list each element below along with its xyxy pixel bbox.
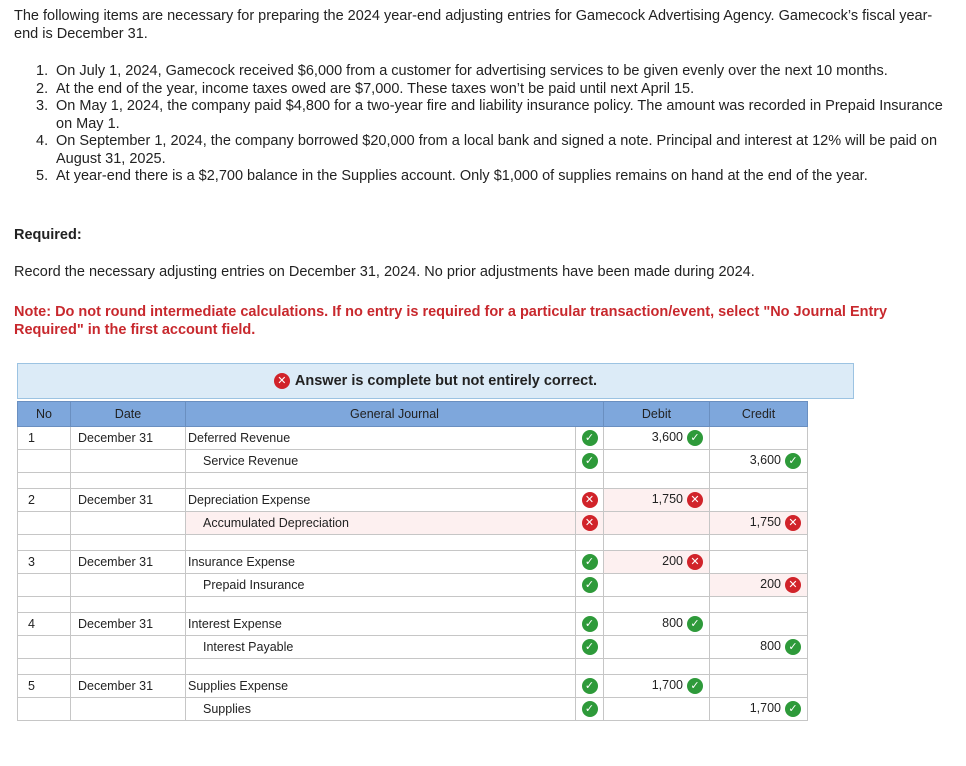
transaction-item — [36, 63, 956, 81]
incorrect-icon: ✕ — [687, 554, 703, 570]
debit-account-field[interactable]: Supplies Expense — [186, 675, 576, 698]
blank-cell[interactable] — [186, 473, 576, 489]
journal-row-debit — [18, 427, 808, 450]
debit-amount: 1,750 — [651, 492, 683, 507]
check-icon: ✓ — [582, 430, 598, 446]
entry-number: 4 — [18, 613, 71, 636]
account-status — [576, 698, 604, 721]
col-credit: Credit — [710, 402, 808, 427]
blank-cell — [576, 597, 604, 613]
incorrect-icon: ✕ — [582, 515, 598, 531]
entry-number — [18, 574, 71, 597]
entry-date — [71, 574, 186, 597]
blank-cell — [71, 597, 186, 613]
debit-account-field[interactable]: Depreciation Expense — [186, 489, 576, 512]
debit-amount-field[interactable] — [604, 698, 710, 721]
credit-amount: 3,600 — [749, 453, 781, 468]
general-journal-table — [17, 401, 808, 721]
credit-amount: 200 — [760, 577, 781, 592]
entry-number: 1 — [18, 427, 71, 450]
entry-number — [18, 636, 71, 659]
blank-cell — [18, 535, 71, 551]
check-icon: ✓ — [687, 616, 703, 632]
check-icon: ✓ — [785, 639, 801, 655]
blank-cell — [18, 659, 71, 675]
check-icon: ✓ — [582, 577, 598, 593]
entry-date[interactable]: December 31 — [71, 551, 186, 574]
credit-amount-field[interactable] — [710, 574, 808, 597]
entry-number — [18, 698, 71, 721]
blank-cell — [18, 597, 71, 613]
transaction-item — [36, 81, 956, 99]
credit-amount-field[interactable] — [710, 698, 808, 721]
item-text: On September 1, 2024, the company borrowed $20,000 from a local bank and signed a note. Principal and interest at 12% will be paid on August 31, 2025. — [56, 133, 938, 167]
account-status — [576, 613, 604, 636]
item-number: 2. — [36, 80, 49, 97]
entry-date — [71, 512, 186, 535]
incorrect-icon: ✕ — [785, 515, 801, 531]
debit-account-field[interactable]: Deferred Revenue — [186, 427, 576, 450]
credit-amount-field[interactable] — [710, 512, 808, 535]
blank-cell — [71, 659, 186, 675]
credit-account-field[interactable]: Accumulated Depreciation — [186, 512, 576, 535]
credit-account-field[interactable]: Interest Payable — [186, 636, 576, 659]
check-icon: ✓ — [687, 430, 703, 446]
entry-date — [71, 636, 186, 659]
entry-date — [71, 698, 186, 721]
entry-number: 5 — [18, 675, 71, 698]
account-status — [576, 551, 604, 574]
entry-number: 2 — [18, 489, 71, 512]
debit-account-field[interactable]: Interest Expense — [186, 613, 576, 636]
blank-cell[interactable] — [710, 535, 808, 551]
debit-amount-field[interactable] — [604, 636, 710, 659]
item-number: 1. — [36, 63, 49, 79]
credit-account-field[interactable]: Prepaid Insurance — [186, 574, 576, 597]
col-journal: General Journal — [186, 402, 604, 427]
check-icon: ✓ — [582, 554, 598, 570]
debit-amount-field[interactable] — [604, 450, 710, 473]
credit-amount-field[interactable] — [710, 427, 808, 450]
journal-row-debit — [18, 675, 808, 698]
required-text: Record the necessary adjusting entries on December 31, 2024. No prior adjustments have been made during 2024. — [14, 264, 755, 280]
note-text: Note: Do not round intermediate calculations. If no entry is required for a particular transaction/event, select "No Journal Entry Required" in the first account field. — [14, 304, 888, 338]
check-icon: ✓ — [582, 639, 598, 655]
item-text: At the end of the year, income taxes owed are $7,000. These taxes won’t be paid until next April 15. — [56, 80, 695, 97]
entry-date[interactable]: December 31 — [71, 613, 186, 636]
incorrect-icon: ✕ — [687, 492, 703, 508]
item-number: 4. — [36, 133, 49, 149]
journal-row-credit — [18, 698, 808, 721]
col-date: Date — [71, 402, 186, 427]
journal-row-blank — [18, 473, 808, 489]
journal-row-debit — [18, 551, 808, 574]
blank-cell — [18, 473, 71, 489]
required-heading: Required: — [14, 227, 82, 243]
check-icon: ✓ — [582, 701, 598, 717]
blank-cell — [71, 535, 186, 551]
account-status — [576, 574, 604, 597]
blank-cell[interactable] — [186, 535, 576, 551]
journal-row-credit — [18, 636, 808, 659]
blank-cell[interactable] — [186, 659, 576, 675]
answer-status-banner — [17, 363, 854, 399]
account-status — [576, 489, 604, 512]
credit-amount: 1,750 — [749, 515, 781, 530]
blank-cell[interactable] — [186, 597, 576, 613]
credit-amount: 800 — [760, 639, 781, 654]
debit-amount-field[interactable] — [604, 551, 710, 574]
problem-intro: The following items are necessary for preparing the 2024 year-end adjusting entries for Gamecock Advertising Agency. Gamecock’s fiscal year-end is December 31. — [14, 8, 933, 42]
incorrect-icon: ✕ — [274, 373, 290, 389]
entry-date[interactable]: December 31 — [71, 675, 186, 698]
item-text: On May 1, 2024, the company paid $4,800 for a two-year fire and liability insurance policy. The amount was recorded in Prepaid Insurance on May 1. — [56, 98, 943, 132]
account-status — [576, 427, 604, 450]
entry-date[interactable]: December 31 — [71, 427, 186, 450]
blank-cell[interactable] — [710, 597, 808, 613]
entry-number — [18, 512, 71, 535]
transaction-list — [36, 63, 956, 186]
journal-row-credit — [18, 512, 808, 535]
blank-cell[interactable] — [604, 659, 710, 675]
incorrect-icon: ✕ — [582, 492, 598, 508]
entry-date — [71, 450, 186, 473]
entry-number — [18, 450, 71, 473]
debit-amount-field[interactable] — [604, 613, 710, 636]
debit-amount: 200 — [662, 554, 683, 569]
credit-amount-field[interactable] — [710, 551, 808, 574]
blank-cell — [71, 473, 186, 489]
credit-amount: 1,700 — [749, 701, 781, 716]
credit-amount-field[interactable] — [710, 489, 808, 512]
check-icon: ✓ — [687, 678, 703, 694]
debit-amount: 800 — [662, 616, 683, 631]
journal-row-blank — [18, 659, 808, 675]
check-icon: ✓ — [582, 453, 598, 469]
item-number: 5. — [36, 168, 49, 184]
journal-row-blank — [18, 597, 808, 613]
debit-amount: 3,600 — [651, 430, 683, 445]
debit-amount-field[interactable] — [604, 574, 710, 597]
debit-amount-field[interactable] — [604, 675, 710, 698]
entry-number: 3 — [18, 551, 71, 574]
transaction-item — [36, 133, 956, 168]
check-icon: ✓ — [582, 616, 598, 632]
journal-row-debit — [18, 613, 808, 636]
account-status — [576, 512, 604, 535]
debit-amount-field[interactable] — [604, 512, 710, 535]
blank-cell[interactable] — [710, 473, 808, 489]
col-debit: Debit — [604, 402, 710, 427]
item-text: At year-end there is a $2,700 balance in the Supplies account. Only $1,000 of supplies remains on hand at the end of the year. — [56, 168, 868, 184]
blank-cell — [576, 535, 604, 551]
journal-row-credit — [18, 450, 808, 473]
item-text: On July 1, 2024, Gamecock received $6,000 from a customer for advertising services to be given evenly over the next 10 months. — [56, 63, 888, 79]
debit-amount-field[interactable] — [604, 427, 710, 450]
entry-date[interactable]: December 31 — [71, 489, 186, 512]
col-no: No — [18, 402, 71, 427]
journal-row-blank — [18, 535, 808, 551]
answer-status-text: Answer is complete but not entirely correct. — [294, 373, 598, 389]
account-status — [576, 450, 604, 473]
credit-amount-field[interactable] — [710, 675, 808, 698]
account-status — [576, 636, 604, 659]
blank-cell — [576, 659, 604, 675]
credit-account-field[interactable]: Service Revenue — [186, 450, 576, 473]
blank-cell[interactable] — [604, 535, 710, 551]
journal-row-credit — [18, 574, 808, 597]
transaction-item — [36, 98, 956, 133]
credit-amount-field[interactable] — [710, 450, 808, 473]
debit-amount: 1,700 — [651, 678, 683, 693]
debit-amount-field[interactable] — [604, 489, 710, 512]
credit-amount-field[interactable] — [710, 613, 808, 636]
credit-amount-field[interactable] — [710, 636, 808, 659]
blank-cell[interactable] — [604, 597, 710, 613]
incorrect-icon: ✕ — [785, 577, 801, 593]
transaction-item — [36, 168, 956, 186]
blank-cell — [576, 473, 604, 489]
item-number: 3. — [36, 98, 49, 114]
credit-account-field[interactable]: Supplies — [186, 698, 576, 721]
blank-cell[interactable] — [604, 473, 710, 489]
account-status — [576, 675, 604, 698]
journal-row-debit — [18, 489, 808, 512]
check-icon: ✓ — [785, 701, 801, 717]
check-icon: ✓ — [582, 678, 598, 694]
check-icon: ✓ — [785, 453, 801, 469]
debit-account-field[interactable]: Insurance Expense — [186, 551, 576, 574]
blank-cell[interactable] — [710, 659, 808, 675]
